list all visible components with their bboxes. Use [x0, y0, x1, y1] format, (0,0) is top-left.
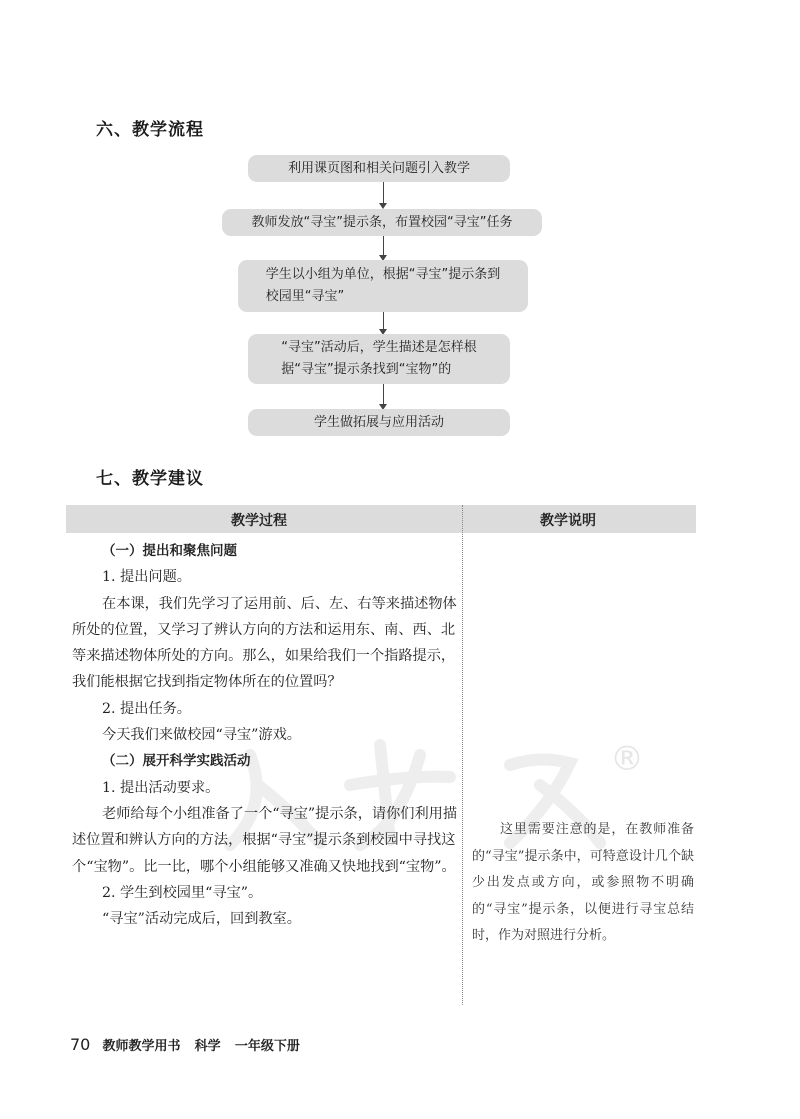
- section7-heading: 七、教学建议: [96, 469, 204, 489]
- flow-step-3: [238, 260, 528, 312]
- page-number: 70: [70, 1035, 91, 1054]
- flow-step-5-line-1: 学生做拓展与应用活动: [313, 414, 444, 430]
- paragraph-requirements: 老师给每个小组准备了一个“寻宝”提示条，请你们利用描述位置和辨认方向的方法，根据“寻宝”提示条到校园中寻找这个“宝物”。比一比，哪个小组能够又准确又快地找到“宝物”。: [72, 805, 458, 875]
- flow-step-1: [248, 155, 510, 182]
- flow-step-5: [248, 409, 510, 436]
- flow-step-3-line-1: 学生以小组为单位，根据“寻宝”提示条到: [265, 267, 501, 282]
- teaching-process-column: [72, 538, 458, 932]
- subheading-practice-activity: （二）展开科学实践活动: [102, 753, 251, 770]
- subject: 科学: [194, 1039, 221, 1054]
- teaching-flowchart: [0, 0, 800, 450]
- item-activity-requirements: 1. 提出活动要求。: [102, 779, 220, 796]
- paragraph-intro: 在本课，我们先学习了运用前、后、左、右等来描述物体所处的位置，又学习了辨认方向的方法和运用东、南、西、北等来描述物体所处的方向。那么，如果给我们一个指路提示，我们能根据它找到指定物体所在的位置吗？: [72, 595, 457, 691]
- book-title: 教师教学用书: [102, 1039, 181, 1054]
- registered-mark: ®: [610, 739, 644, 779]
- item-treasure-hunt: 2. 学生到校园里“寻宝”。: [102, 884, 263, 901]
- column-divider: [462, 505, 463, 1005]
- flow-connector-4: [383, 384, 384, 406]
- flow-connector-1: [383, 182, 384, 205]
- flow-step-4-line-1: “寻宝”活动后，学生描述是怎样根: [281, 340, 477, 355]
- item-raise-task: 2. 提出任务。: [102, 700, 191, 717]
- paragraph-task: 今天我们来做校园“寻宝”游戏。: [102, 727, 301, 744]
- flow-step-4: [248, 334, 510, 384]
- grade: 一年级下册: [234, 1039, 300, 1054]
- flow-step-2: [222, 209, 542, 236]
- teaching-note: 这里需要注意的是，在教师准备的“寻宝”提示条中，可特意设计几个缺少出发点或方向，或参照物不明确的“寻宝”提示条，以便进行寻宝总结时，作为对照进行分析。: [472, 822, 694, 943]
- item-raise-question: 1. 提出问题。: [102, 569, 191, 586]
- section6-heading: 六、教学流程: [96, 120, 204, 140]
- flow-connector-2: [383, 236, 384, 257]
- table-header: [66, 505, 696, 533]
- header-teaching-process: 教学过程: [231, 513, 287, 529]
- flow-step-2-line-1: 教师发放“寻宝”提示条，布置校园“寻宝”任务: [251, 214, 513, 230]
- page-footer: [70, 1035, 310, 1054]
- flow-step-1-line-1: 利用课页图和相关问题引入教学: [287, 160, 470, 176]
- flow-step-4-line-2: 据“寻宝”提示条找到“宝物”的: [281, 362, 452, 377]
- flow-step-3-line-2: 校园里“寻宝”: [265, 289, 345, 304]
- subheading-raise-questions: （一）提出和聚焦问题: [102, 543, 237, 559]
- header-teaching-notes: 教学说明: [540, 513, 596, 529]
- paragraph-return: “寻宝”活动完成后，回到教室。: [102, 911, 301, 928]
